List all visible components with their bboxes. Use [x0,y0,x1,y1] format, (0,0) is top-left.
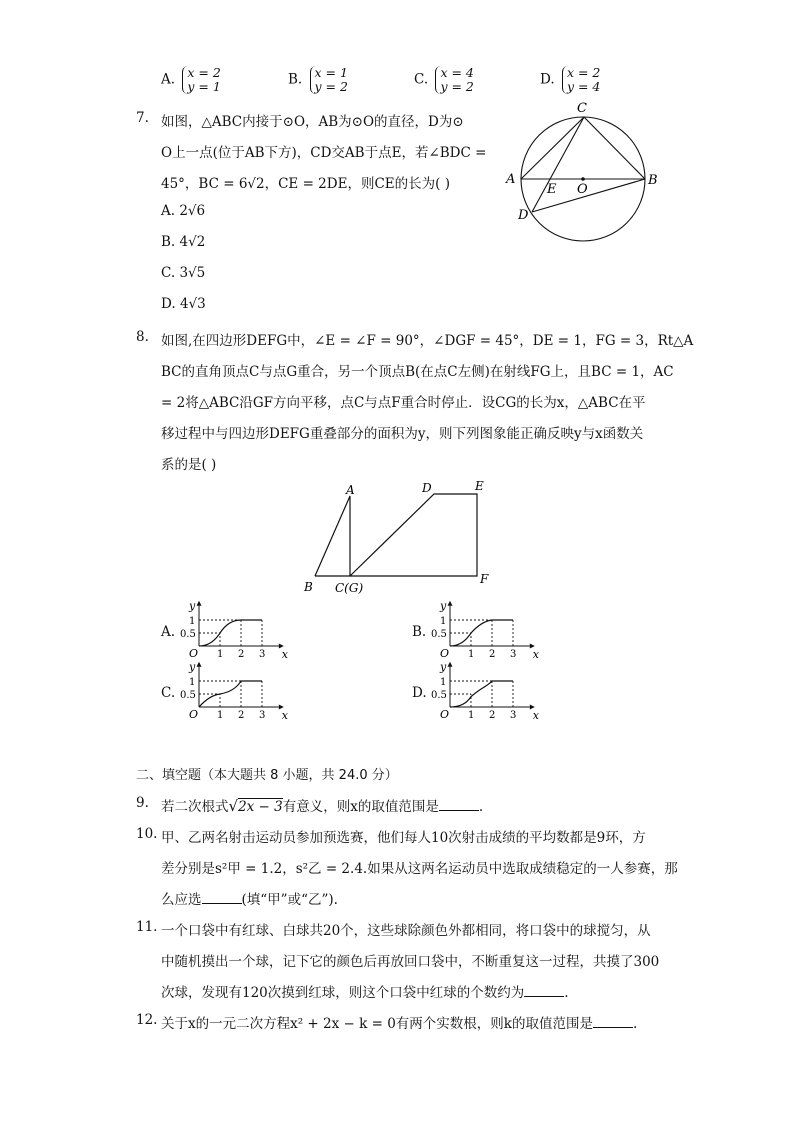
y-tick-1: 1 [440,677,447,688]
y-axis-arrow [197,601,202,606]
q9-number: 9. [136,795,149,811]
answer-blank[interactable] [593,1015,633,1028]
q10-number: 10. [136,826,158,842]
label-e: E [475,479,484,493]
q6-option-b: B. x = 1 y = 2 [288,65,348,94]
label-c: C [577,101,587,116]
y-label: y [440,660,447,674]
q8-graph-c [175,659,289,722]
x-tick-3: 3 [510,710,517,721]
origin-label: O [189,647,199,660]
x-label: x [281,648,289,661]
label-e: E [547,182,557,197]
y-tick-half: 0.5 [431,629,447,640]
equation-system: x = 4 y = 2 [435,66,473,94]
label-b: B [304,580,313,594]
x-tick-2: 2 [489,710,496,721]
q11-line-2: 中随机摸出一个球，记下它的颜色后再放回口袋中，不断重复这一过程，共摸了300 [161,954,660,970]
q10-line-1: 甲、乙两名射击运动员参加预选赛，他们每人10次射击成绩的平均数都是9环，方 [161,830,646,846]
y-axis-arrow [197,662,202,667]
section-title: 二、填空题（本大题共 8 小题，共 24.0 分） [136,768,398,783]
label-d: D [422,481,432,495]
y-tick-1: 1 [189,677,196,688]
segment-cd [532,117,584,212]
q8-graph-label-d: D. [412,685,427,701]
x-tick-1: 1 [468,710,475,721]
q8-quadrilateral-figure [295,476,505,601]
answer-blank[interactable] [202,891,242,904]
y-axis-arrow [448,662,453,667]
y-tick-half: 0.5 [180,690,196,701]
y-tick-half: 0.5 [431,690,447,701]
q7-option-c: C. 3√5 [161,265,206,281]
q10-line-2: 差分别是s²甲 = 1.2，s²乙 = 2.4.如果从这两名运动员中选取成绩稳定的一人参赛，那 [161,861,678,877]
q7-option-d: D. 4√3 [161,296,206,312]
label-b: B [648,173,658,188]
q6-option-d: D. x = 2 y = 4 [540,65,601,94]
y-label: y [189,660,196,674]
q7-number: 7. [136,110,149,126]
q8-line-5: 系的是( ) [161,457,217,473]
equation-system: x = 2 y = 1 [182,66,220,94]
x-tick-3: 3 [510,649,517,660]
triangle-abc [315,496,350,576]
y-label: y [189,599,196,613]
q8-number: 8. [136,329,149,345]
x-tick-1: 1 [468,649,475,660]
x-tick-1: 1 [217,710,224,721]
q8-graph-label-b: B. [412,624,427,640]
segment-cb [584,117,645,179]
q12-text: 关于x的一元二次方程x² + 2x − k = 0有两个实数根，则k的取值范围是 . [161,1016,638,1032]
x-label: x [532,709,540,722]
q6-option-c: C. x = 4 y = 2 [414,65,474,94]
x-tick-2: 2 [489,649,496,660]
q11-number: 11. [136,919,158,935]
x-label: x [281,709,289,722]
q10-line-3: 么应选 (填“甲”或“乙”). [161,892,338,908]
origin-label: O [440,647,450,660]
answer-blank[interactable] [524,984,564,997]
origin-label: O [189,708,199,721]
equation-system: x = 2 y = 4 [562,66,600,94]
q8-line-2: BC的直角顶点C与点G重合，另一个顶点B(在点C左侧)在射线FG上，且BC = 1，AC [161,364,674,380]
q7-line-1: 如图，△ABC内接于⊙O，AB为⊙O的直径，D为⊙ [161,114,464,130]
segment-ac [521,117,584,179]
y-tick-1: 1 [189,616,196,627]
y-tick-half: 0.5 [180,629,196,640]
q11-line-1: 一个口袋中有红球、白球共20个，这些球除颜色外都相同，将口袋中的球搅匀，从 [161,923,651,939]
center-point [581,177,585,181]
origin-label: O [440,708,450,721]
q8-line-1: 如图,在四边形DEFG中，∠E = ∠F = 90°，∠DGF = 45°，DE = 1，FG = 3，Rt△A [161,333,694,349]
q8-graph-label-a: A. [161,624,176,640]
q8-line-3: = 2将△ABC沿GF方向平移，点C与点F重合时停止．设CG的长为x，△ABC在平 [161,395,646,411]
q6-option-a: A. x = 2 y = 1 [161,65,221,94]
x-tick-3: 3 [259,649,266,660]
x-tick-2: 2 [238,710,245,721]
q9-text: 若二次根式√2x − 3有意义，则x的取值范围是 . [161,797,484,815]
q7-option-a: A. 2√6 [161,203,206,219]
label-c-g: C(G) [335,581,364,595]
q7-option-b: B. 4√2 [161,234,206,250]
q8-graph-b [426,598,540,661]
q8-graph-d [426,659,540,722]
x-label: x [532,648,540,661]
q8-graph-label-c: C. [161,685,176,701]
y-tick-1: 1 [440,616,447,627]
x-tick-3: 3 [259,710,266,721]
q7-circle-figure [500,98,670,248]
y-label: y [440,599,447,613]
q7-line-3: 45°，BC = 6√2，CE = 2DE，则CE的长为( ) [161,176,450,192]
q11-line-3: 次球，发现有120次摸到红球，则这个口袋中红球的个数约为 . [161,985,569,1001]
label-f: F [480,572,489,586]
x-tick-2: 2 [238,649,245,660]
equation-system: x = 1 y = 2 [310,66,348,94]
label-o: O [577,182,588,197]
y-axis-arrow [448,601,453,606]
answer-blank[interactable] [439,798,479,811]
q8-graph-a [175,598,289,661]
quadrilateral-defg [350,494,477,576]
q7-line-2: O上一点(位于AB下方)，CD交AB于点E，若∠BDC = [161,145,487,161]
label-d: D [518,208,529,223]
label-a: A [346,483,355,497]
x-tick-1: 1 [217,649,224,660]
q8-line-4: 移过程中与四边形DEFG重叠部分的面积为y，则下列图象能正确反映y与x函数关 [161,426,644,442]
q12-number: 12. [136,1012,158,1028]
label-a: A [506,172,516,187]
